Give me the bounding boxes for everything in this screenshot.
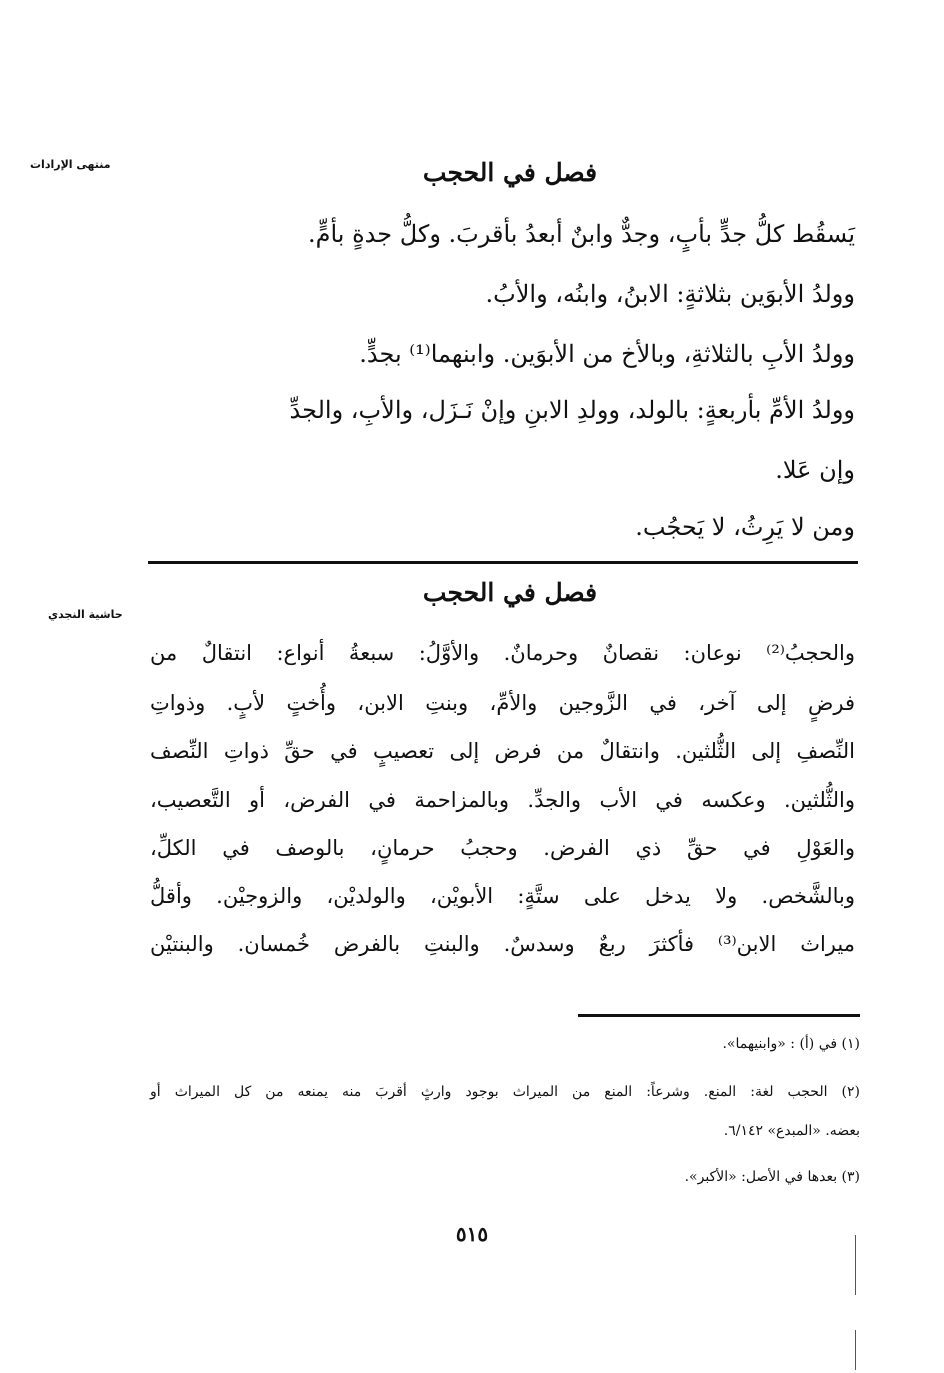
section1-line-2: وولدُ الأبوَين بثلاثةٍ: الابنُ، وابنُه، والأبُ. [485,280,855,308]
section2-line-4: والثُّلثين. وعكسه في الأب والجدِّ. وبالمزاحمة في الفرض، أو التَّعصيب، [150,788,855,812]
section1-line-1: يَسقُط كلُّ جدٍّ بأبٍ، وجدٌّ وابنٌ أبعدُ بأقربَ. وكلُّ جدةٍ بأمٍّ. [307,220,855,248]
footnote-2-line-2: بعضه. «المبدع» ٦/١٤٢. [723,1123,860,1139]
side-label-book-title: منتهى الإرادات [30,158,111,171]
section1-line-3: وولدُ الأبِ بالثلاثةِ، وبالأخ من الأبوَين. وابنهما⁽¹⁾ بجدٍّ. [359,340,855,368]
section2-line-5: والعَوْلِ في حقِّ ذي الفرض. وحجبُ حرمانٍ، بالوصف في الكلِّ، [150,836,855,860]
section2-line-3: النِّصفِ إلى الثُّلثين. وانتقالٌ من فرض إلى تعصيبٍ في حقِّ ذواتِ النِّصف [150,739,855,763]
side-label-commentary-title: حاشية النجدي [48,608,123,621]
section1-line-5: وإن عَلا. [775,456,855,484]
scan-edge-mark-top [855,1235,856,1295]
section2-line-2: فرضٍ إلى آخر، في الزَّوجين والأمِّ، وبنتِ الابن، وأُختٍ لأبٍ. وذواتِ [150,691,855,715]
footnote-3: (٣) بعدها في الأصل: «الأكبر». [684,1169,860,1185]
section2-title: فصل في الحجب [422,578,598,607]
section1-line-6: ومن لا يَرِثُ، لا يَحجُب. [635,513,855,541]
page-number: ٥١٥ [455,1222,489,1246]
section2-line-1: والحجبُ⁽²⁾ نوعان: نقصانٌ وحرمانٌ. والأوَّلُ: سبعةُ أنواع: انتقالٌ من [150,641,855,665]
section-divider [148,561,858,564]
section1-title: فصل في الحجب [422,158,598,187]
footnote-separator [578,1014,860,1017]
section1-line-4: وولدُ الأمِّ بأربعةٍ: بالولد، وولدِ الابنِ وإنْ نَـزَل، والأبِ، والجدِّ [289,396,855,424]
section2-line-6: وبالشَّخص. ولا يدخل على ستَّةٍ: الأبويْن، والولديْن، والزوجيْن. وأقلُّ [150,884,855,908]
footnote-1: (١) في (أ) : «وابنيهما». [722,1036,860,1052]
section2-line-7: ميراث الابن⁽³⁾ فأكثرَ ربعٌ وسدسٌ. والبنتِ بالفرض خُمسان. والبنتيْن [150,932,855,956]
footnote-2-line-1: (٢) الحجب لغة: المنع. وشرعاً: المنع من الميراث بوجود وارثٍ أقربَ منه يمنعه من كل الميراث أو [150,1084,860,1100]
scan-edge-mark-bottom [855,1330,856,1370]
